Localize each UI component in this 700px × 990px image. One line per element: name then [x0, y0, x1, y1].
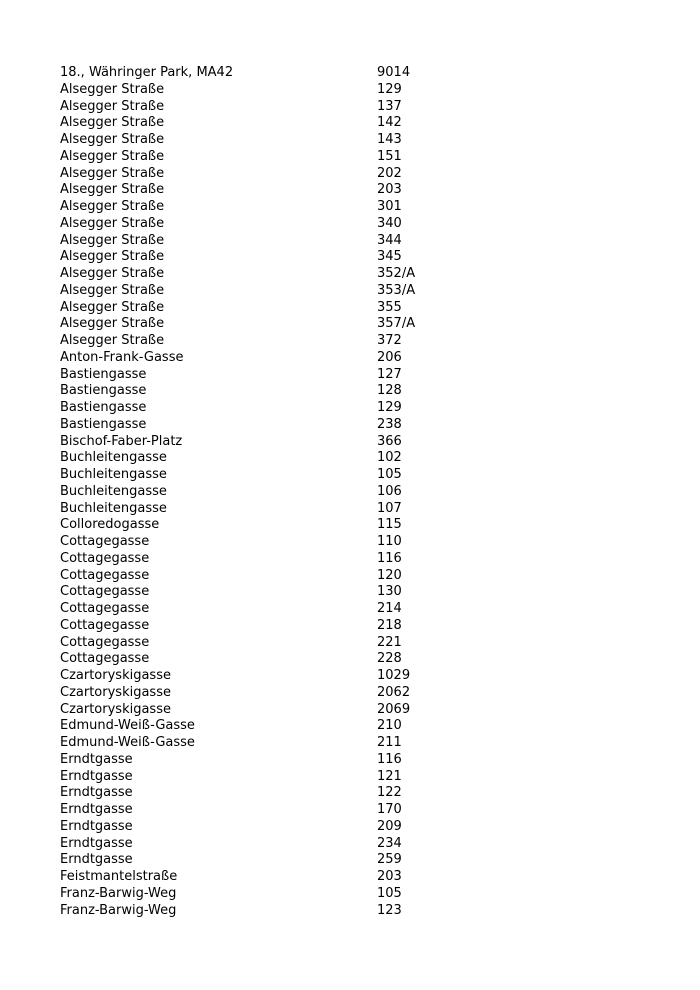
street-number: 2069	[377, 701, 411, 717]
list-item	[60, 534, 660, 551]
list-item	[60, 300, 660, 317]
list-item	[60, 149, 660, 166]
street-name: Alsegger Straße	[60, 115, 165, 131]
street-number: 105	[377, 467, 402, 482]
street-number: 129	[377, 400, 402, 415]
list-item	[60, 785, 660, 802]
street-number: 128	[377, 383, 402, 399]
list-item	[60, 852, 660, 869]
street-name: Bischof-Faber-Platz	[60, 433, 183, 449]
street-number: 137	[377, 98, 402, 114]
street-name: Erndtgasse	[60, 751, 133, 767]
street-name: Bastiengasse	[60, 383, 147, 399]
list-item	[60, 383, 660, 400]
street-number: 301	[377, 199, 402, 214]
street-number: 355	[377, 299, 402, 315]
street-name: Buchleitengasse	[60, 483, 167, 499]
street-name: Cottagegasse	[60, 534, 150, 549]
list-item	[60, 702, 660, 719]
list-item	[60, 735, 660, 752]
street-number: 203	[377, 869, 402, 884]
street-number: 206	[377, 349, 402, 365]
list-item	[60, 836, 660, 853]
street-name: Alsegger Straße	[60, 148, 165, 164]
street-name: Alsegger Straße	[60, 199, 165, 214]
street-name: Alsegger Straße	[60, 165, 165, 181]
list-item	[60, 718, 660, 735]
street-name: Cottagegasse	[60, 601, 150, 616]
street-name: Erndtgasse	[60, 768, 133, 784]
street-name: Czartoryskigasse	[60, 668, 171, 683]
street-name: Czartoryskigasse	[60, 684, 171, 700]
street-name: Franz-Barwig-Weg	[60, 885, 177, 901]
street-name: Alsegger Straße	[60, 98, 165, 114]
list-item	[60, 551, 660, 568]
street-number: 105	[377, 885, 402, 901]
street-name: Edmund-Weiß-Gasse	[60, 735, 195, 750]
list-item	[60, 903, 660, 920]
list-item	[60, 668, 660, 685]
street-number: 228	[377, 651, 402, 667]
list-item	[60, 651, 660, 668]
street-name: Erndtgasse	[60, 852, 133, 868]
list-item	[60, 769, 660, 786]
street-number: 221	[377, 634, 402, 650]
street-name: Alsegger Straße	[60, 215, 165, 231]
street-number: 121	[377, 768, 402, 784]
list-item	[60, 400, 660, 417]
street-name: 18., Währinger Park, MA42	[60, 65, 234, 80]
street-name: Alsegger Straße	[60, 232, 165, 248]
street-number: 352/A	[377, 266, 416, 281]
list-item	[60, 115, 660, 132]
street-name: Franz-Barwig-Weg	[60, 902, 177, 918]
street-number: 110	[377, 534, 402, 549]
list-item	[60, 166, 660, 183]
list-item	[60, 216, 660, 233]
street-number: 202	[377, 165, 402, 181]
street-number: 142	[377, 115, 402, 131]
list-item	[60, 601, 660, 618]
street-number: 170	[377, 802, 402, 817]
street-number: 2062	[377, 684, 411, 700]
street-number: 107	[377, 500, 402, 516]
street-name: Bastiengasse	[60, 400, 147, 415]
list-item	[60, 233, 660, 250]
street-number: 340	[377, 215, 402, 231]
street-number: 345	[377, 249, 402, 265]
street-number: 210	[377, 718, 402, 734]
street-number: 353/A	[377, 282, 416, 298]
street-name: Feistmantelstraße	[60, 869, 178, 884]
street-number: 102	[377, 450, 402, 466]
list-item	[60, 869, 660, 886]
street-name: Colloredogasse	[60, 517, 160, 533]
street-number: 116	[377, 550, 402, 566]
street-name: Alsegger Straße	[60, 266, 165, 281]
street-number: 209	[377, 818, 402, 834]
list-item	[60, 350, 660, 367]
street-number: 143	[377, 132, 402, 147]
list-item	[60, 618, 660, 635]
list-item	[60, 99, 660, 116]
street-name: Alsegger Straße	[60, 132, 165, 147]
street-number: 129	[377, 81, 402, 97]
list-item	[60, 819, 660, 836]
street-name: Alsegger Straße	[60, 182, 165, 198]
street-name: Cottagegasse	[60, 634, 150, 650]
street-number: 116	[377, 751, 402, 767]
list-item	[60, 450, 660, 467]
street-name: Erndtgasse	[60, 818, 133, 834]
street-name: Alsegger Straße	[60, 333, 165, 348]
street-number: 127	[377, 366, 402, 382]
list-item	[60, 584, 660, 601]
street-name: Erndtgasse	[60, 785, 133, 801]
street-number: 1029	[377, 668, 411, 683]
street-number: 123	[377, 902, 402, 918]
street-name: Erndtgasse	[60, 802, 133, 817]
list-item	[60, 635, 660, 652]
street-number: 9014	[377, 65, 411, 80]
street-number: 122	[377, 785, 402, 801]
list-item	[60, 467, 660, 484]
street-number: 211	[377, 735, 402, 750]
street-number-list	[60, 65, 660, 919]
street-number: 203	[377, 182, 402, 198]
street-name: Czartoryskigasse	[60, 701, 171, 717]
street-number: 218	[377, 617, 402, 633]
street-name: Buchleitengasse	[60, 467, 167, 482]
list-item	[60, 484, 660, 501]
street-name: Alsegger Straße	[60, 249, 165, 265]
street-number: 120	[377, 567, 402, 583]
list-item	[60, 82, 660, 99]
list-item	[60, 266, 660, 283]
street-name: Alsegger Straße	[60, 299, 165, 315]
list-item	[60, 417, 660, 434]
list-item	[60, 886, 660, 903]
list-item	[60, 501, 660, 518]
list-item	[60, 249, 660, 266]
list-item	[60, 367, 660, 384]
street-name: Buchleitengasse	[60, 450, 167, 466]
list-item	[60, 182, 660, 199]
street-name: Cottagegasse	[60, 651, 150, 667]
list-item	[60, 568, 660, 585]
list-item	[60, 434, 660, 451]
street-number: 259	[377, 852, 402, 868]
street-number: 238	[377, 416, 402, 432]
street-number: 234	[377, 835, 402, 851]
street-name: Alsegger Straße	[60, 81, 165, 97]
street-name: Cottagegasse	[60, 567, 150, 583]
list-item	[60, 65, 660, 82]
list-item	[60, 752, 660, 769]
street-name: Bastiengasse	[60, 416, 147, 432]
street-name: Buchleitengasse	[60, 500, 167, 516]
street-number: 151	[377, 148, 402, 164]
street-name: Cottagegasse	[60, 617, 150, 633]
list-item	[60, 199, 660, 216]
street-name: Erndtgasse	[60, 835, 133, 851]
street-number: 344	[377, 232, 402, 248]
street-name: Alsegger Straße	[60, 316, 165, 332]
street-name: Edmund-Weiß-Gasse	[60, 718, 195, 734]
street-number: 214	[377, 601, 402, 616]
street-name: Anton-Frank-Gasse	[60, 349, 184, 365]
street-number: 106	[377, 483, 402, 499]
street-name: Cottagegasse	[60, 550, 150, 566]
street-name: Bastiengasse	[60, 366, 147, 382]
list-item	[60, 517, 660, 534]
list-item	[60, 802, 660, 819]
street-number: 130	[377, 584, 402, 600]
street-number: 357/A	[377, 316, 416, 332]
list-item	[60, 132, 660, 149]
list-item	[60, 316, 660, 333]
list-item	[60, 685, 660, 702]
street-number: 366	[377, 433, 402, 449]
street-number: 372	[377, 333, 402, 348]
list-item	[60, 283, 660, 300]
list-item	[60, 333, 660, 350]
street-name: Alsegger Straße	[60, 282, 165, 298]
street-name: Cottagegasse	[60, 584, 150, 600]
street-number: 115	[377, 517, 402, 533]
